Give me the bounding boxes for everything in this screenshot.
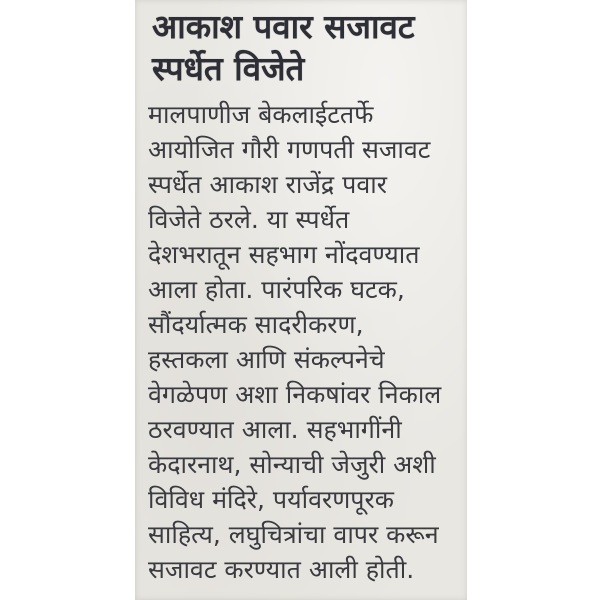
article-body [135,92,467,587]
headline-line-2: स्पर्धेत विजेते [152,49,305,88]
headline-line-1: आकाश पवार सजावट [152,7,415,46]
body-line-9: वेगळेपण अशा निकषांवर निकाल [148,380,442,409]
body-line-10: ठरवण्यात आला. सहभागींनी [148,415,402,444]
body-line-3: स्पर्धेत आकाश राजेंद्र पवार [148,170,387,199]
body-line-7: सौंदर्यात्मक सादरीकरण, [148,310,364,339]
body-line-4: विजेते ठरले. या स्पर्धेत [148,205,350,234]
body-line-13: साहित्य, लघुचित्रांचा वापर करून [148,520,439,549]
newspaper-clipping [135,0,467,600]
body-line-2: आयोजित गौरी गणपती सजावट [148,135,431,164]
body-line-8: हस्तकला आणि संकल्पनेचे [148,345,385,374]
body-line-5: देशभरातून सहभाग नोंदवण्यात [148,240,420,269]
body-line-11: केदारनाथ, सोन्याची जेजुरी अशी [148,450,436,479]
body-line-14: सजावट करण्यात आली होती. [148,555,415,584]
article-headline [135,4,467,92]
body-line-12: विविध मंदिरे, पर्यावरणपूरक [148,485,394,514]
body-line-6: आला होता. पारंपरिक घटक, [148,275,405,304]
body-line-1: मालपाणीज बेकलाईटतर्फे [148,100,374,129]
